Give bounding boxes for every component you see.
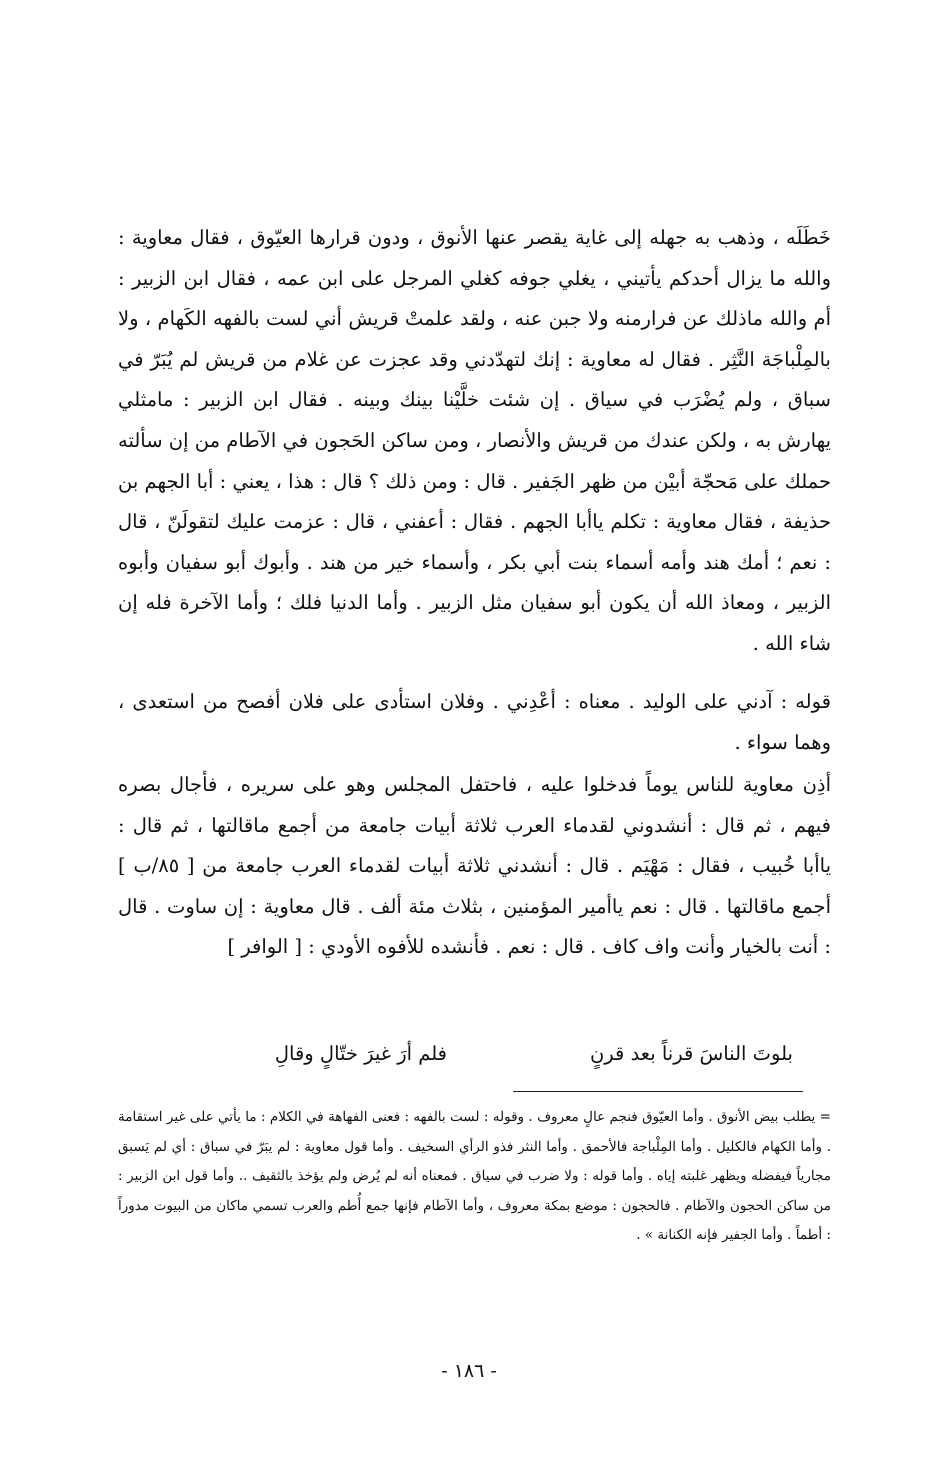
paragraph-2 [118,682,831,763]
page-number: - ١٨٦ - [441,1360,497,1382]
poetry-verse [118,1032,831,1076]
paragraph-3 [118,765,831,968]
footnotes [118,1103,831,1251]
paragraph-2-text: قوله : آدني على الوليد . معناه : أعْدِني . وفلان استأدى على فلان أفصح من استعدى ، وهما سواء . [118,690,831,754]
paragraph-1-text: خَطَلَه ، وذهب به جهله إلى غاية يقصر عنها الأنوق ، ودون قرارها العيّوق ، فقال معاوية : والله ما يزال أحدكم يأتيني ، يغلي جوفه كغلي المرجل على ابن عمه ، فقال ابن الزبير : أم والله ماذلك عن فرارمنه ولا جبن عنه ، ولقد علمتْ قريش أني لست بالفهه الكَهام ، ولا بالمِلْباجَة النَّثِر . فقال له معاوية : إنك لتهدّدني وقد عجزت عن غلام من قريش لم يُبَرّ في سباق ، ولم يُضْرَب في سياق . إن شئت خلَّيْنا بينك وبينه . فقال ابن الزبير : مامثلي يهارش به ، ولكن عندك من قريش والأنصار ، ومن ساكن الحَجون في الآطام من إن سألته حملك على مَحجّة أبيْن من ظهر الجَفير . قال : ومن ذلك ؟ قال : هذا ، يعني : أبا الجهم بن حذيفة ، فقال معاوية : تكلم ياأبا الجهم . فقال : أعفني ، قال : عزمت عليك لتقولَنّ ، قال : نعم ؛ أمك هند وأمه أسماء بنت أبي بكر ، وأسماء خير من هند . وأبوك أبو سفيان وأبوه الزبير ، ومعاذ الله أن يكون أبو سفيان مثل الزبير . وأما الدنيا فلك ؛ وأما الآخرة فله إن شاء الله . [118,226,831,655]
verse-second-hemistich: فلم أرَ غيرَ ختّالٍ وقالِ [274,1042,447,1065]
footnote-text: = يطلب بيض الأنوق . وأما العيّوق فنجم عالٍ معروف . وقوله : لست بالفهه : فعنى الفهاهة في الكلام : ما يأتي على غير استقامة . وأما الكهام فالكليل . وأما المِلْباجة فالأحمق . وأما النثر فذو الرأي السخيف . وأما قول معاوية : لم يبَرّ في سباق : أي لم يَسبق مجارياً فيفضله ويظهر غلبته إياه . وأما قوله : ولا ضرب في سياق . فمعناه أنه لم يُرض ولم يؤخذ بالثقيف .. وأما قول ابن الزبير : من ساكن الحجون والآطام . فالحجون : موضع بمكة معروف ، وأما الآطام فإنها جمع أُطم والعرب تسمي ماكان من البيوت مدوراً : أطماً . وأما الجفير فإنه الكنانة » . [118,1109,831,1243]
paragraph-3-text: أذِن معاوية للناس يوماً فدخلوا عليه ، فاحتفل المجلس وهو على سريره ، فأجال بصره فيهم ، ثم قال : أنشدوني لقدماء العرب ثلاثة أبيات جامعة من أجمع ماقالتها ، ثم قال : ياأبا خُبيب ، فقال : مَهْيَم . قال : أنشدني ثلاثة أبيات لقدماء العرب جامعة من [ ٨٥/ب ] أجمع ماقالتها . قال : نعم ياأمير المؤمنين ، بثلاث مئة ألف . قال معاوية : إن ساوت . قال : أنت بالخيار وأنت واف كاف . قال : نعم . فأنشده للأفوه الأودي : [ الوافر ] [118,773,832,959]
footnote-divider [513,1091,803,1092]
paragraph-1 [118,218,831,665]
verse-first-hemistich: بلوتَ الناسَ قرناً بعد قرنٍ [589,1042,793,1065]
